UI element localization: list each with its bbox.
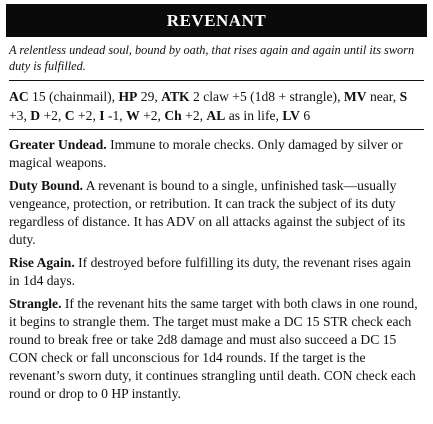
stat-mv-label: MV bbox=[343, 89, 367, 104]
stat-ch-value: +2, bbox=[181, 108, 207, 123]
stat-s-value: +3, bbox=[9, 108, 31, 123]
stat-c-value: +2, bbox=[74, 108, 100, 123]
stat-ac-value: 15 (chainmail), bbox=[28, 89, 119, 104]
stat-al-label: AL bbox=[206, 108, 226, 123]
stat-d-label: D bbox=[30, 108, 41, 123]
stat-w-label: W bbox=[126, 108, 140, 123]
stat-lv-value: 6 bbox=[299, 108, 311, 123]
stat-lv-label: LV bbox=[282, 108, 300, 123]
ability-duty-bound bbox=[9, 177, 424, 254]
ability-name: Strangle. bbox=[9, 296, 62, 311]
ability-text: If the revenant hits the same target with both claws in one round, it begins to strangle them. The target must make a DC 15 STR check each round to break free or take 2d8 damage and must also succeed a DC 15 CON check or fall unconscious for 1d4 rounds. If the target is the revenant’s sworn duty, it continues strangling until death. CON check each round or drop to 0 HP instantly. bbox=[9, 296, 418, 401]
stat-i-value: -1, bbox=[104, 108, 127, 123]
stat-hp-value: 29, bbox=[137, 89, 162, 104]
ability-greater-undead bbox=[9, 136, 424, 177]
ability-name: Greater Undead. bbox=[9, 137, 107, 152]
ability-name: Duty Bound. bbox=[9, 178, 84, 193]
stat-c-label: C bbox=[64, 108, 75, 123]
stat-atk-value: 2 claw +5 (1d8 + strangle), bbox=[189, 89, 344, 104]
monster-stats-line bbox=[9, 87, 424, 130]
ability-name: Rise Again. bbox=[9, 255, 75, 270]
stat-ac-label: AC bbox=[9, 89, 29, 104]
ability-rise-again bbox=[9, 254, 424, 295]
stat-atk-label: ATK bbox=[161, 89, 190, 104]
stat-s-label: S bbox=[399, 89, 408, 104]
monster-title: REVENANT bbox=[6, 4, 427, 37]
ability-text: A revenant is bound to a single, unfinished task—usually vengeance, protection, or retribution. It can track the subject of its duty regardless of distance. It has ADV on all attacks against the subject of its duty. bbox=[9, 178, 406, 247]
ability-strangle bbox=[9, 295, 424, 408]
stat-w-value: +2, bbox=[139, 108, 165, 123]
stat-d-value: +2, bbox=[40, 108, 65, 123]
stat-i-label: I bbox=[99, 108, 105, 123]
ability-text: Immune to morale checks. Only damaged by silver or magical weapons. bbox=[9, 137, 403, 170]
stat-al-value: as in life, bbox=[225, 108, 283, 123]
stat-ch-label: Ch bbox=[164, 108, 182, 123]
monster-flavor-text: A relentless undead soul, bound by oath, that rises again and again until its sworn duty is fulfilled. bbox=[9, 42, 424, 81]
ability-text: If destroyed before fulfilling its duty, the revenant rises again in 1d4 days. bbox=[9, 255, 411, 288]
stat-hp-label: HP bbox=[118, 89, 138, 104]
stat-mv-value: near, bbox=[366, 89, 400, 104]
